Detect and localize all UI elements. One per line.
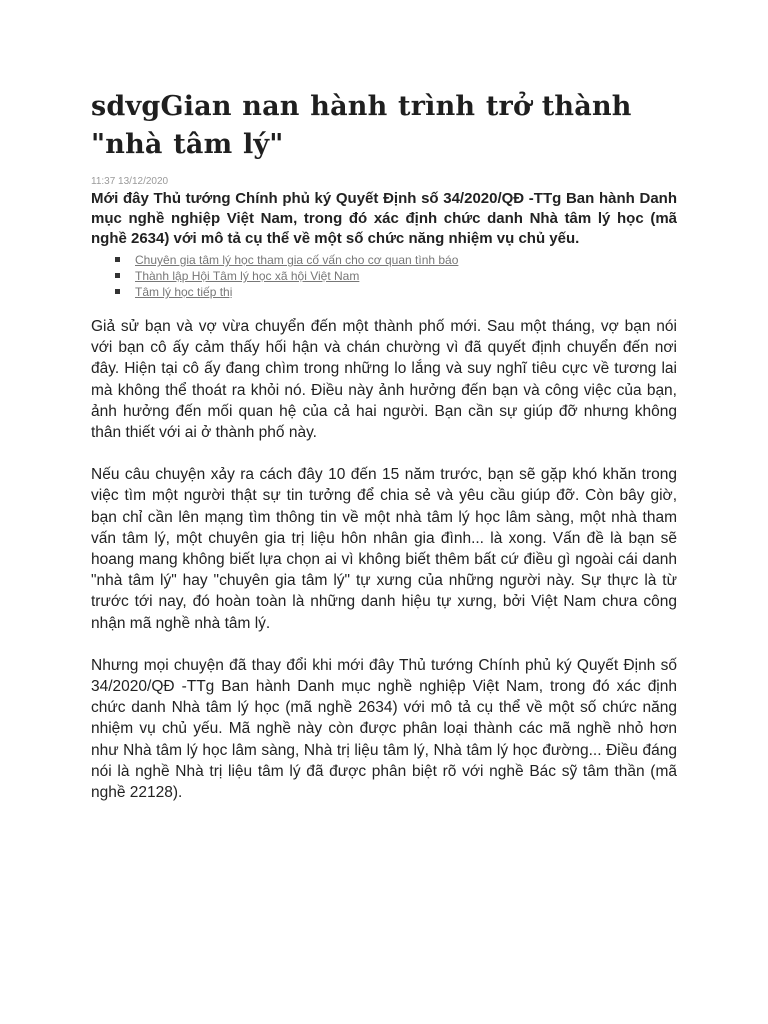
article-lead: Mới đây Thủ tướng Chính phủ ký Quyết Định số 34/2020/QĐ -TTg Ban hành Danh mục nghề nghiệp Việt Nam, trong đó xác định chức danh Nhà tâm lý học (mã nghề 2634) với mô tả cụ thể về một số chức năng nhiệm vụ chủ yếu. xyxy=(91,190,677,247)
related-link-intelligence-advisor[interactable]: Chuyên gia tâm lý học tham gia cố vấn cho cơ quan tình báo xyxy=(135,253,459,267)
square-bullet-icon xyxy=(115,273,120,278)
related-link-item xyxy=(115,268,677,284)
square-bullet-icon xyxy=(115,289,120,294)
related-links-list xyxy=(91,252,677,300)
body-paragraph: Giả sử bạn và vợ vừa chuyển đến một thành phố mới. Sau một tháng, vợ bạn nói với bạn cô ấy cảm thấy hối hận và chán chường vì đã quyết định chuyển đến nơi đây. Hiện tại cô ấy đang chìm trong những lo lắng và suy nghĩ tiêu cực về tương lai mà không thể thoát ra khỏi nó. Điều này ảnh hưởng đến bạn và công việc của bạn, ảnh hưởng đến mối quan hệ của cả hai người. Bạn cần sự giúp đỡ nhưng không thân thiết với ai ở thành phố này. xyxy=(91,318,677,442)
related-link-item xyxy=(115,252,677,268)
body-paragraph: Nếu câu chuyện xảy ra cách đây 10 đến 15 năm trước, bạn sẽ gặp khó khăn trong việc tìm một người thật sự tin tưởng để chia sẻ và yêu cầu giúp đỡ. Còn bây giờ, bạn chỉ cần lên mạng tìm thông tin về một nhà tâm lý học lâm sàng, một nhà tham vấn tâm lý, một chuyên gia trị liệu hôn nhân gia đình... là xong. Vấn đề là bạn sẽ hoang mang không biết lựa chọn ai vì không biết thêm bất cứ điều gì ngoài cái danh "nhà tâm lý" hay "chuyên gia tâm lý" tự xưng của những người này. Sự thực là từ trước tới nay, đó hoàn toàn là những danh hiệu tự xưng, bởi Việt Nam chưa công nhận mã nghề nhà tâm lý. xyxy=(91,466,677,632)
body-paragraph: Nhưng mọi chuyện đã thay đổi khi mới đây Thủ tướng Chính phủ ký Quyết Định số 34/2020/QĐ -TTg Ban hành Danh mục nghề nghiệp Việt Nam, trong đó xác định chức danh Nhà tâm lý học (mã nghề 2634) với mô tả cụ thể về một số chức năng nhiệm vụ chủ yếu. Mã nghề này còn được phân loại thành các mã nghề nhỏ hơn như Nhà tâm lý học lâm sàng, Nhà trị liệu tâm lý, Nhà tâm lý học đường... Điều đáng nói là nghề Nhà trị liệu tâm lý đã được phân biệt rõ với nghề Bác sỹ tâm thần (mã nghề 22128). xyxy=(91,656,677,802)
article-timestamp: 11:37 13/12/2020 xyxy=(91,176,169,187)
related-link-item xyxy=(115,284,677,300)
article xyxy=(91,88,677,803)
square-bullet-icon xyxy=(115,257,120,262)
related-link-social-psychology-association[interactable]: Thành lập Hội Tâm lý học xã hội Việt Nam xyxy=(135,269,360,283)
related-link-marketing-psychology[interactable]: Tâm lý học tiếp thị xyxy=(135,285,233,299)
article-title: sdvgGian nan hành trình trở thành "nhà tâm lý" xyxy=(91,91,632,160)
